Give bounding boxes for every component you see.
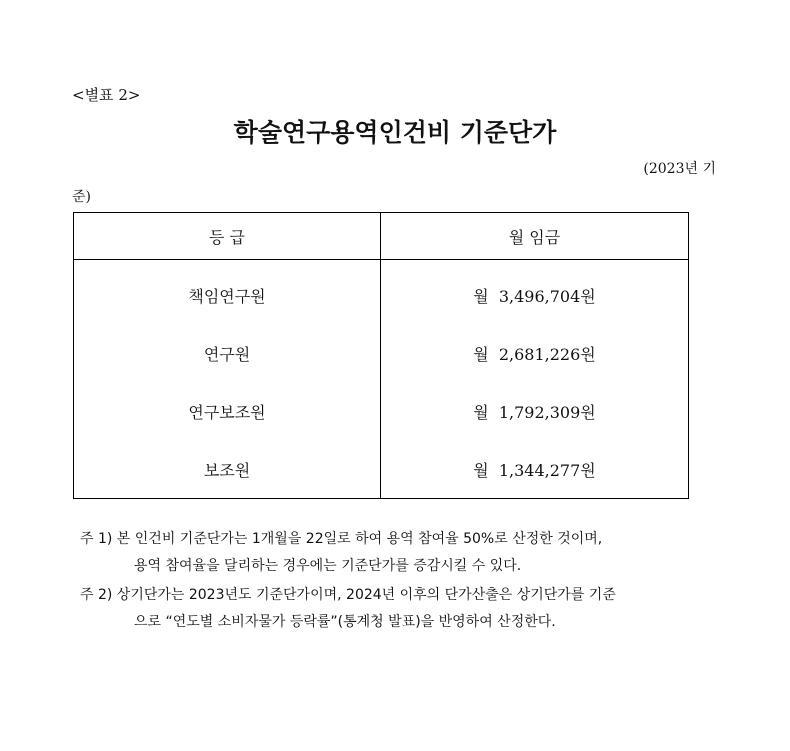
table-header-row	[74, 213, 689, 260]
appendix-label: <별표 2>	[72, 86, 141, 104]
header-grade: 등 급	[74, 213, 381, 260]
table-row	[74, 324, 689, 382]
grade-cell: 보조원	[74, 440, 381, 499]
note-1-line-2: 용역 참여율을 달리하는 경우에는 기준단가를 증감시킬 수 있다.	[134, 558, 522, 574]
wage-cell: 월 2,681,226원	[381, 324, 689, 382]
table-row	[74, 440, 689, 499]
table-row	[74, 382, 689, 440]
grade-cell: 책임연구원	[74, 260, 381, 325]
grade-cell: 연구보조원	[74, 382, 381, 440]
wage-cell: 월 3,496,704원	[381, 260, 689, 325]
note-2-line-1: 주 2) 상기단가는 2023년도 기준단가이며, 2024년 이후의 단가산출은 상기단가를 기준	[80, 587, 616, 603]
wage-cell: 월 1,344,277원	[381, 440, 689, 499]
grade-cell: 연구원	[74, 324, 381, 382]
wage-table	[73, 212, 689, 499]
document-title: 학술연구용역인건비 기준단가	[233, 118, 557, 147]
basis-year-part2: 준)	[72, 189, 91, 205]
note-1-line-1: 주 1) 본 인건비 기준단가는 1개월을 22일로 하여 용역 참여율 50%로 산정한 것이며,	[80, 531, 603, 547]
table-row	[74, 260, 689, 325]
header-monthly-wage: 월 임금	[381, 213, 689, 260]
wage-cell: 월 1,792,309원	[381, 382, 689, 440]
note-2-line-2: 으로 “연도별 소비자물가 등락률”(통계청 발표)을 반영하여 산정한다.	[134, 614, 556, 630]
basis-year-part1: (2023년 기	[643, 161, 716, 177]
